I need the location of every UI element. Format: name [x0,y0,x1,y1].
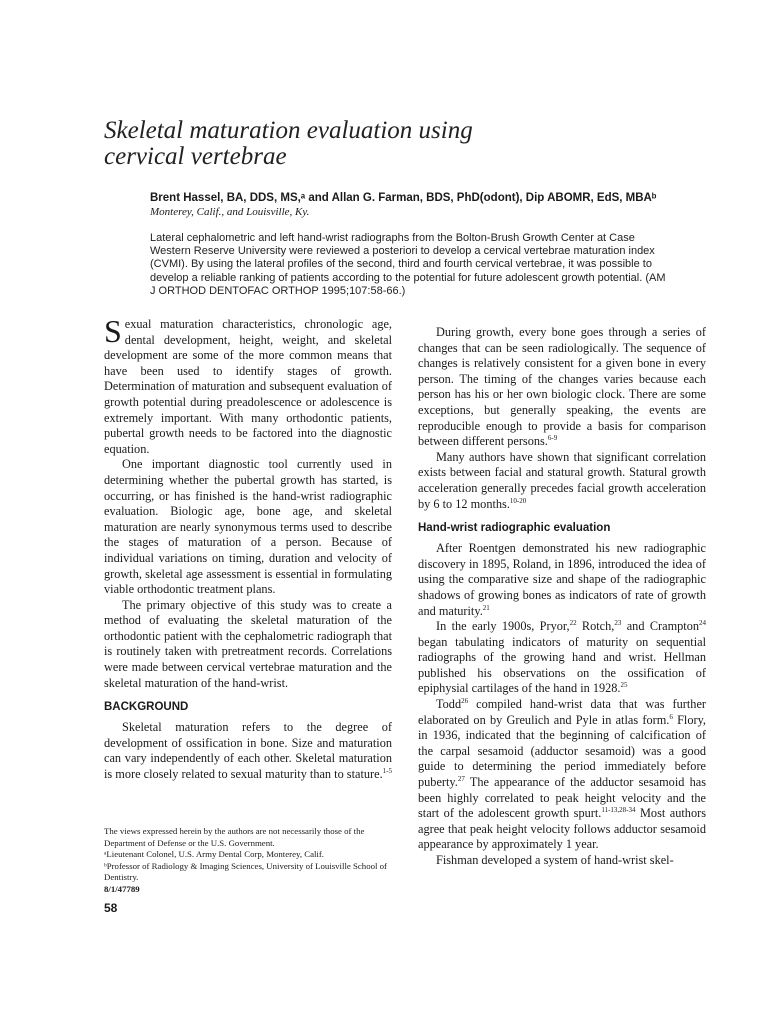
paragraph-text: During growth, every bone goes through a series of changes that can be seen radiologically. The sequence of changes is relatively consistent for a given bone in every person. The timing of the changes varies because each person has his or her own biologic clock. There are some exceptions, but generally speaking, the events are reproducible enough to provide a basis for comparison between different persons. [418,325,706,449]
reference-marker: 6 [669,712,673,721]
title-line-2: cervical vertebrae [104,143,287,170]
intro-text: exual maturation characteristics, chronologic age, dental development, height, weight, and skeletal development are some of the more common means that have been used to identify stages of growth. Determination of maturation and subsequent evaluation of growth potential during preadolescence or adolescence is extremely important. With many orthodontic patients, pubertal growth needs to be factored into the diagnostic equation. [104,317,392,456]
left-column [104,313,392,783]
paragraph-text: Flory, in 1936, indicated that the beginning of calcification of the carpal sesamoid (adductor sesamoid) was a good guide to determining the period immediately before puberty. [418,712,706,790]
drop-cap: S [104,313,122,349]
reference-marker: 6-9 [547,434,558,443]
paragraph [418,541,706,619]
reference-marker: 25 [620,681,628,690]
reference-marker: 1-5 [382,766,392,775]
author-affiliation: Monterey, Calif., and Louisville, Ky. [150,206,310,218]
paragraph: Fishman developed a system of hand-wrist skel- [436,853,674,867]
reference-marker: 24 [699,619,706,627]
paragraph [418,697,706,853]
paragraph [418,619,706,697]
footnote-disclaimer: The views expressed herein by the authors are not necessarily those of the Department of Defense or the U.S. Government. [104,826,365,848]
paragraph-text: began tabulating indicators of maturity on sequential radiographs of the growing hand and wrist. Hellman published his observations on the ossification of epiphysial cartilages of the hand in 1928. [418,634,706,696]
paragraph [418,325,706,450]
paragraph-text: Todd [436,697,462,712]
reference-marker: 23 [614,619,622,627]
paragraph-text: Rotch, [576,619,615,634]
reference-marker: 22 [569,619,577,627]
section-heading-background: BACKGROUND [104,701,189,714]
paragraph: The primary objective of this study was to create a method of evaluating the skeletal maturation of the orthodontic patient with the cephalometric radiograph that is routinely taken with pretreatment records. Correlations were made between cervical vertebrae maturation and the skeletal maturation of the hand-wrist. [104,597,392,690]
article-title [104,118,664,170]
paragraph-text: compiled hand-wrist data that was further elaborated on by Greulich and Pyle in atlas form. [418,697,706,727]
footnote-author-b: ᵇProfessor of Radiology & Imaging Sciences, University of Louisville School of Dentistry. [104,860,387,883]
right-column [418,325,706,869]
page-number: 58 [104,901,118,915]
paragraph-text: After Roentgen demonstrated his new radiographic discovery in 1895, Roland, in 1896, introduced the idea of using the comparative size and shape of the radiographic shadows of growing bones as indicators of rate of growth and maturity. [418,541,706,618]
paragraph [104,720,392,782]
footnote-id: 8/1/47789 [104,883,140,894]
paragraph-text: In the early 1900s, Pryor, [436,619,570,634]
paragraph-text: The appearance of the adductor sesamoid has been highly correlated to peak height velocity and the start of the adolescent growth spurt. [418,775,706,821]
reference-marker: 11-13,28-34 [601,806,636,815]
paragraph: One important diagnostic tool currently used in determining whether the pubertal growth has started, is occurring, or has finished is the hand-wrist radiographic evaluation. Biologic age, bone age, and skeletal maturation are nearly synonymous terms used to describe the stages of maturation of a person. Because of individual variations on timing, duration and velocity of growth, skeletal age assessment is essential in formulating viable orthodontic treatment plans. [104,457,392,597]
paragraph-text: Most authors agree that peak height velocity follows adductor sesamoid appearance by approximately 1 year. [418,806,706,852]
reference-marker: 10-20 [509,496,527,505]
section-heading-hand-wrist: Hand-wrist radiographic evaluation [418,522,611,535]
paragraph-text: Skeletal maturation refers to the degree of development of ossification in bone. Size and maturation can vary independently of each other. Skeletal maturation is more closely related to sexual maturity than to stature. [104,720,392,782]
paragraph [418,450,706,512]
reference-marker: 21 [482,603,490,612]
abstract: Lateral cephalometric and left hand-wrist radiographs from the Bolton-Brush Growth Center at Case Western Reserve University were reviewed a posteriori to develop a cervical vertebrae maturation index (CVMI). By using the lateral profiles of the second, third and fourth cervical vertebrae, it was possible to develop a reliable ranking of patients according to the potential for future adolescent growth potential. (AM J ORTHOD DENTOFAC ORTHOP 1995;107:58-66.) [150,232,666,297]
author-list: Brent Hassel, BA, DDS, MS,ᵃ and Allan G. Farman, BDS, PhD(odont), Dip ABOMR, EdS, MBAᵇ [150,192,657,204]
intro-paragraph [104,313,392,457]
footnote-author-a: ᵃLieutenant Colonel, U.S. Army Dental Corp, Monterey, Calif. [104,849,325,860]
paragraph-text: and Crampton [621,619,699,634]
footnotes [104,826,394,896]
title-line-1: Skeletal maturation evaluation using [104,117,473,144]
reference-marker: 27 [457,774,465,783]
paragraph-text: Many authors have shown that significant correlation exists between facial and statural growth. Statural growth acceleration generally precedes facial growth acceleration by 6 to 12 months. [418,449,706,511]
reference-marker: 26 [461,696,469,705]
